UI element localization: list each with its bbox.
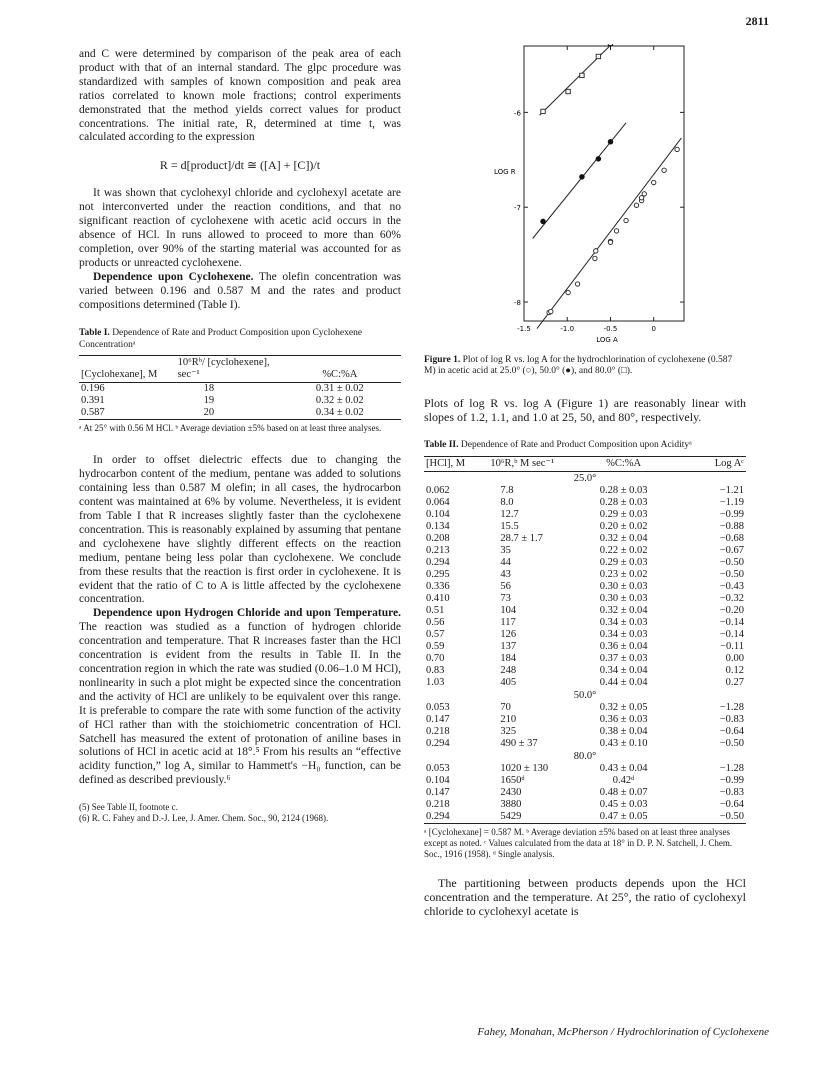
table-cell: 0.44 ± 0.04 <box>599 676 648 688</box>
table-cell: 0.062 <box>426 484 450 496</box>
table-cell: 0.38 ± 0.04 <box>599 725 648 737</box>
table-cell: 0.32 ± 0.02 <box>315 395 364 407</box>
table-cell: 126 <box>500 628 517 640</box>
reference: (6) R. C. Fahey and D.-J. Lee, J. Amer. Chem. Soc., 90, 2124 (1968). <box>79 813 329 824</box>
page-number: 2811 <box>745 14 769 28</box>
paragraph <box>79 607 401 788</box>
table-cell: 0.064 <box>426 496 450 508</box>
table-cell: 0.29 ± 0.03 <box>599 556 648 568</box>
table-cell: −0.50 <box>719 810 744 822</box>
section-heading: Dependence upon Hydrogen Chloride and upon Temperature. <box>93 607 401 620</box>
table-row <box>424 677 746 689</box>
table-cell: 117 <box>500 616 516 628</box>
table-cell: 0.51 <box>426 604 445 616</box>
table-row <box>424 533 746 545</box>
table-cell: −0.64 <box>719 798 744 810</box>
right-column <box>424 44 746 918</box>
figure-1-caption <box>424 355 746 378</box>
table-cell: 3880 <box>500 798 522 810</box>
table-cell: 0.587 <box>81 407 105 419</box>
table-row <box>424 521 746 533</box>
plot-frame <box>524 46 684 321</box>
table-cell: 0.36 ± 0.03 <box>599 713 648 725</box>
table-row <box>424 641 746 653</box>
table-cell: 0.104 <box>426 508 450 520</box>
data-point-50c <box>541 219 546 224</box>
figure-1-label: Figure 1. <box>424 354 461 365</box>
data-point-80c <box>541 109 545 113</box>
temperature-group-heading <box>424 689 746 702</box>
temperature-label: 80.0° <box>573 750 597 762</box>
data-point-50c <box>596 157 601 162</box>
table-row <box>424 605 746 617</box>
table-cell: 2430 <box>500 786 522 798</box>
table-cell: 210 <box>500 713 517 725</box>
table-cell: −0.14 <box>719 616 744 628</box>
paragraph <box>79 271 401 313</box>
data-point-25c <box>614 229 618 233</box>
table-cell: 0.31 ± 0.02 <box>315 383 364 395</box>
table-cell: 18 <box>203 383 215 395</box>
table-row <box>79 395 401 407</box>
table-cell: 0.23 ± 0.02 <box>599 568 648 580</box>
table-cell: 0.410 <box>426 592 450 604</box>
table-cell: −0.68 <box>719 532 744 544</box>
table-cell: 0.053 <box>426 762 450 774</box>
fit-line <box>540 44 618 115</box>
table-cell: 0.37 ± 0.03 <box>599 652 648 664</box>
table-cell: 0.30 ± 0.03 <box>599 580 648 592</box>
temperature-label: 25.0° <box>573 472 597 484</box>
table-cell: 0.29 ± 0.03 <box>599 508 648 520</box>
data-point-25c <box>652 180 656 184</box>
table-row <box>424 763 746 775</box>
table-cell: 0.28 ± 0.03 <box>599 484 648 496</box>
table-2 <box>424 440 746 860</box>
temperature-group-heading <box>424 750 746 763</box>
table-2-caption-text: Dependence of Rate and Product Composition upon Acidityᵃ <box>460 440 692 451</box>
table-cell: 43 <box>500 568 511 580</box>
x-tick-label: -0.5 <box>603 325 618 333</box>
table-row <box>424 485 746 497</box>
table-cell: 5429 <box>500 810 522 822</box>
table-cell: 0.42ᵈ <box>612 774 635 786</box>
table-2-label: Table II. <box>424 440 459 451</box>
table-cell: 0.47 ± 0.05 <box>599 810 648 822</box>
table-cell: −0.32 <box>719 592 744 604</box>
table-cell: −0.64 <box>719 725 744 737</box>
table-cell: 73 <box>500 592 511 604</box>
table-row <box>424 665 746 677</box>
table-cell: 405 <box>500 676 517 688</box>
section-heading: Dependence upon Cyclohexene. <box>93 270 254 283</box>
data-point-25c <box>634 203 638 207</box>
table-cell: 0.83 <box>426 664 445 676</box>
table-cell: −1.28 <box>719 701 744 713</box>
table-row <box>424 593 746 605</box>
table-cell: 1650ᵈ <box>500 774 525 786</box>
table-1 <box>79 328 401 434</box>
table-row <box>424 545 746 557</box>
table-cell: −0.50 <box>719 737 744 749</box>
table-cell: −0.50 <box>719 568 744 580</box>
table-row <box>424 738 746 750</box>
table-cell: 0.147 <box>426 713 450 725</box>
table-cell: 56 <box>500 580 511 592</box>
data-point-80c <box>580 73 584 77</box>
table-cell: −0.99 <box>719 508 744 520</box>
table-cell: 0.294 <box>426 810 450 822</box>
fit-line <box>537 138 681 329</box>
table-row <box>424 653 746 665</box>
table-cell: 0.27 <box>725 676 744 688</box>
table-cell: −0.43 <box>719 580 744 592</box>
table-row <box>79 383 401 396</box>
data-point-80c <box>596 54 600 58</box>
table-2-header: Log Aᶜ <box>714 457 744 469</box>
table-1-caption-text: Dependence of Rate and Product Composition upon Cyclohexene Concentrationᵃ <box>79 328 363 350</box>
y-tick-label: -8 <box>514 299 521 308</box>
data-point-25c <box>624 218 628 222</box>
table-cell: 7.8 <box>500 484 514 496</box>
table-cell: 325 <box>500 725 517 737</box>
table-cell: 1020 ± 130 <box>500 762 549 774</box>
paragraph: In order to offset dielectric effects due to changing the hydrocarbon content of the medium, pentane was added to solutions containing less than 0.587 M olefin; in all cases, the hydrocarbon content was maintained at 6% by volume. Nevertheless, it is evident from Table I that R increases slightly faster than the cyclohexene concentration. This is reasonably explained by assuming that pentane and cyclohexene have slightly different effects on the reaction medium, pentane being less polar than cyclohexene. We conclude from these results that the reaction is first order in cyclohexene. It is evident that the ratio of C to A is little affected by the cyclohexene concentration. <box>79 454 401 606</box>
table-row <box>79 407 401 420</box>
table-cell: 0.34 ± 0.03 <box>599 628 648 640</box>
table-cell: 12.7 <box>500 508 519 520</box>
table-cell: 0.32 ± 0.04 <box>599 532 648 544</box>
table-1-header: %C:%A <box>322 369 358 381</box>
data-point-80c <box>566 89 570 93</box>
table-cell: −1.19 <box>719 496 744 508</box>
table-row <box>424 497 746 509</box>
table-row <box>424 581 746 593</box>
table-cell: 0.28 ± 0.03 <box>599 496 648 508</box>
reference: (5) See Table II, footnote c. <box>79 802 178 813</box>
table-1-header: 10⁶Rᵇ/ [cyclohexene], sec⁻¹ <box>177 357 270 381</box>
table-cell: 184 <box>500 652 517 664</box>
table-cell: 0.45 ± 0.03 <box>599 798 648 810</box>
data-point-25c <box>642 192 646 196</box>
table-cell: 0.20 ± 0.02 <box>599 520 648 532</box>
x-tick-label: -1.0 <box>560 325 575 333</box>
table-cell: −0.67 <box>719 544 744 556</box>
table-2-footnote: ᵃ [Cyclohexane] = 0.587 M. ᵇ Average deviation ±5% based on at least three analyses except as noted. ᶜ Values calculated from the data at 18° in D. P. N. Satchell, J. Chem. Soc., 1916 (1958). ᵈ Single analysis. <box>424 826 733 859</box>
table-1-label: Table I. <box>79 328 110 339</box>
table-row <box>424 629 746 641</box>
section-text: The olefin concentration was varied between 0.196 and 0.587 M and the rates and product compositions determined (Table I). <box>79 270 401 311</box>
y-tick-label: -6 <box>514 109 521 118</box>
table-cell: 0.34 ± 0.03 <box>599 616 648 628</box>
table-cell: 0.196 <box>81 383 105 395</box>
paragraph: The partitioning between products depends upon the HCl concentration and the temperature. At 25°, the ratio of cyclohexyl chloride to cyclohexyl acetate is <box>424 875 746 919</box>
table-row <box>424 714 746 726</box>
data-point-50c <box>608 139 613 144</box>
table-2-header: [HCl], M <box>426 457 466 469</box>
table-cell: 248 <box>500 664 517 676</box>
data-point-25c <box>594 249 598 253</box>
table-cell: 0.208 <box>426 532 450 544</box>
table-cell: 0.00 <box>725 652 744 664</box>
data-point-80c <box>608 44 612 45</box>
data-point-25c <box>662 168 666 172</box>
x-tick-label: 0 <box>651 325 656 333</box>
table-cell: 0.218 <box>426 725 450 737</box>
table-cell: 8.0 <box>500 496 514 508</box>
x-tick-label: -1.5 <box>517 325 531 333</box>
y-tick-label: -7 <box>514 204 521 213</box>
table-cell: 0.32 ± 0.05 <box>599 701 648 713</box>
data-point-25c <box>575 282 579 286</box>
table-row <box>424 702 746 714</box>
table-cell: 0.053 <box>426 701 450 713</box>
table-cell: 0.57 <box>426 628 445 640</box>
figure-1-caption-text: Plot of log R vs. log A for the hydrochlorination of cyclohexene (0.587 M) in acetic acid at 25.0° (○), 50.0° (●), and 80.0° (□). <box>424 354 733 377</box>
table-cell: 0.34 ± 0.04 <box>599 664 648 676</box>
data-point-25c <box>608 240 612 244</box>
table-cell: 0.43 ± 0.04 <box>599 762 648 774</box>
table-cell: 0.294 <box>426 737 450 749</box>
table-row <box>424 799 746 811</box>
table-cell: 0.48 ± 0.07 <box>599 786 648 798</box>
table-row <box>424 811 746 824</box>
table-cell: 44 <box>500 556 511 568</box>
table-1-footnote: ᵃ At 25° with 0.56 M HCl. ᵇ Average deviation ±5% based on at least three analyses. <box>79 423 382 434</box>
table-cell: −0.88 <box>719 520 744 532</box>
figure-1 <box>424 44 746 378</box>
table-cell: 0.213 <box>426 544 450 556</box>
table-cell: 19 <box>203 395 215 407</box>
table-cell: 0.294 <box>426 556 450 568</box>
x-axis-label: LOG A <box>596 336 618 344</box>
table-row <box>424 775 746 787</box>
table-cell: −0.50 <box>719 556 744 568</box>
table-cell: 20 <box>203 407 215 419</box>
data-point-25c <box>566 290 570 294</box>
table-cell: 0.147 <box>426 786 450 798</box>
table-cell: 0.43 ± 0.10 <box>599 737 648 749</box>
data-point-25c <box>675 147 679 151</box>
data-point-25c <box>593 256 597 260</box>
table-cell: 0.295 <box>426 568 450 580</box>
table-cell: 0.218 <box>426 798 450 810</box>
table-2-header: 10⁶R,ᵇ M sec⁻¹ <box>490 457 555 469</box>
table-cell: −1.21 <box>719 484 744 496</box>
rate-equation: R = d[product]/dt ≅ ([A] + [C])/t <box>159 158 321 173</box>
table-1-caption <box>79 328 401 351</box>
references <box>79 802 401 824</box>
running-footer: Fahey, Monahan, McPherson / Hydrochlorination of Cyclohexene <box>477 1026 769 1038</box>
table-cell: −0.99 <box>719 774 744 786</box>
table-cell: −0.83 <box>719 713 744 725</box>
data-point-25c <box>549 309 553 313</box>
table-cell: 104 <box>500 604 517 616</box>
paragraph: It was shown that cyclohexyl chloride and cyclohexyl acetate are not interconverted under the reaction conditions, and that no significant reaction of cyclohexene with acetic acid occurs in the absence of HCl. In runs allowed to proceed to more than 60% completion, over 90% of the starting material was accounted for as products or unreacted cyclohexene. <box>79 187 401 269</box>
figure-1-plot <box>424 44 746 344</box>
table-cell: 0.56 <box>426 616 445 628</box>
table-cell: −0.83 <box>719 786 744 798</box>
table-cell: 0.104 <box>426 774 450 786</box>
y-axis-label: LOG R <box>494 168 516 176</box>
table-cell: −0.11 <box>720 640 744 652</box>
temperature-label: 50.0° <box>573 689 597 701</box>
table-row <box>424 617 746 629</box>
table-row <box>424 509 746 521</box>
temperature-group-heading <box>424 471 746 485</box>
table-row <box>424 787 746 799</box>
table-cell: 0.12 <box>725 664 744 676</box>
paragraph: Plots of log R vs. log A (Figure 1) are reasonably linear with slopes of 1.2, 1.1, and 1.0 at 25, 50, and 80°, respectively. <box>424 395 746 425</box>
table-1-body <box>79 383 401 420</box>
table-row <box>424 569 746 581</box>
left-column <box>79 48 401 824</box>
table-cell: 28.7 ± 1.7 <box>500 532 543 544</box>
table-cell: 0.32 ± 0.04 <box>599 604 648 616</box>
table-row <box>424 726 746 738</box>
table-cell: 0.30 ± 0.03 <box>599 592 648 604</box>
table-cell: −0.20 <box>719 604 744 616</box>
table-cell: 35 <box>500 544 511 556</box>
table-1-grid <box>79 355 401 420</box>
table-cell: 0.336 <box>426 580 450 592</box>
table-2-body <box>424 471 746 823</box>
table-cell: 0.59 <box>426 640 445 652</box>
table-row <box>424 557 746 569</box>
table-2-caption <box>424 440 746 452</box>
table-cell: 0.70 <box>426 652 445 664</box>
table-cell: 0.134 <box>426 520 450 532</box>
table-cell: 490 ± 37 <box>500 737 538 749</box>
table-cell: 0.34 ± 0.02 <box>315 407 364 419</box>
table-cell: 137 <box>500 640 517 652</box>
table-cell: 15.5 <box>500 520 519 532</box>
section-text: The reaction was studied as a function of hydrogen chloride concentration and temperature. That R increases faster than the HCl concentration is evident from the results in Table II. In the concentration region in which the rate was studied (0.06–1.0 M HCl), nonlinearity in such a plot might be expected since the concentration and the activity of HCl are unlikely to be equivalent over this range. It is preferable to compare the rate with some function of the activity of HCl rather than with the stoichiometric concentration of HCl. Satchell has measured the extent of protonation of aniline bases in solutions of HCl in acetic acid at 18°.⁵ From his results an “effective acidity function,” log A, similar to Hammett's −H₀ function, can be defined as described previously.⁶ <box>79 621 401 787</box>
table-2-grid <box>424 456 746 824</box>
table-cell: 70 <box>500 701 511 713</box>
table-cell: 0.36 ± 0.04 <box>599 640 648 652</box>
data-point-50c <box>580 175 585 180</box>
table-cell: 1.03 <box>426 676 445 688</box>
table-2-header: %C:%A <box>606 457 642 469</box>
table-cell: 0.22 ± 0.02 <box>599 544 648 556</box>
table-cell: 0.391 <box>81 395 105 407</box>
table-cell: −1.28 <box>719 762 744 774</box>
table-cell: −0.14 <box>719 628 744 640</box>
table-1-header: [Cyclohexane], M <box>81 369 158 381</box>
paragraph: and C were determined by comparison of the peak area of each product with that of an internal standard. The glpc procedure was standardized with samples of known composition and peak area ratios correlated to known mole fractions; control experiments demonstrated that the method yields correct values for product concentrations. The initial rate, R, determined at time t, was calculated according to the expression <box>79 48 401 144</box>
